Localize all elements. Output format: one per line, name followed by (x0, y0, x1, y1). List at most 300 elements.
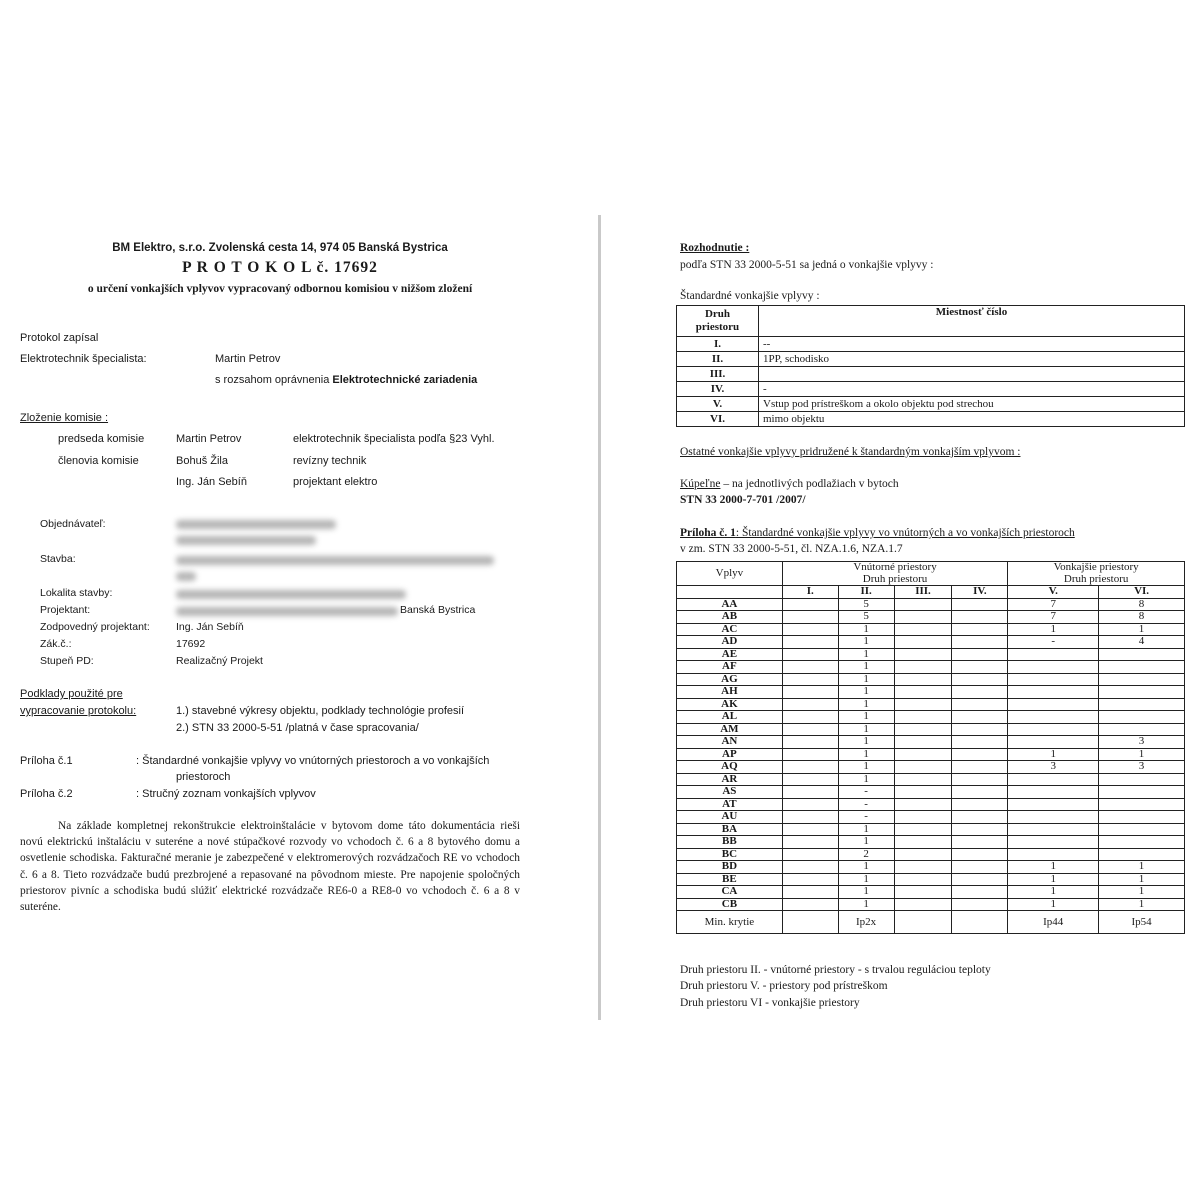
influence-value-cell (1099, 673, 1185, 686)
annex-col-header: I. (782, 586, 838, 599)
influence-value-cell (782, 786, 838, 799)
influence-value-cell: 1 (838, 873, 894, 886)
attachment2-label: Príloha č.2 (20, 788, 73, 800)
influence-value-cell (1008, 798, 1099, 811)
commission-function: projektant elektro (293, 476, 378, 488)
influence-value-cell (782, 898, 838, 911)
influence-value-cell (1099, 786, 1185, 799)
standard-heading: Štandardné vonkajšie vplyvy : (680, 290, 820, 302)
vplyv-header: Vplyv (677, 562, 783, 586)
inner-type-header: Druh priestoru (782, 574, 1008, 586)
influence-value-cell (894, 823, 952, 836)
influence-value-cell: 1 (838, 736, 894, 749)
influence-value-cell (894, 848, 952, 861)
redacted-client (176, 520, 336, 529)
influence-value-cell: 3 (1099, 736, 1185, 749)
influence-value-cell (894, 673, 952, 686)
influence-value-cell: 1 (1008, 886, 1099, 899)
influence-value-cell: 4 (1099, 636, 1185, 649)
influence-code-cell: BB (677, 836, 783, 849)
influence-value-cell (1008, 836, 1099, 849)
influence-value-cell (1099, 698, 1185, 711)
authorization-line (215, 374, 477, 386)
influence-value-cell (952, 661, 1008, 674)
attachment1-text: : Štandardné vonkajšie vplyvy vo vnútorných priestoroch a vo vonkajších (136, 755, 490, 767)
table-row (677, 686, 1185, 699)
influence-value-cell (782, 823, 838, 836)
table-row (677, 798, 1185, 811)
table-row (677, 886, 1185, 899)
note-line: Druh priestoru V. - priestory pod prístreškom (680, 980, 888, 992)
influence-code-cell: BC (677, 848, 783, 861)
influence-code-cell: AN (677, 736, 783, 749)
influence-value-cell (894, 698, 952, 711)
space-type-cell: V. (677, 397, 759, 412)
influence-value-cell: 8 (1099, 611, 1185, 624)
protocol-title: P R O T O K O L č. 17692 (182, 259, 378, 276)
col-header-room: Miestnosť číslo (759, 306, 1185, 337)
min-protection-cell (952, 911, 1008, 934)
col-header-type (677, 306, 759, 337)
order-value: 17692 (176, 638, 206, 650)
influence-value-cell (952, 748, 1008, 761)
table-row (677, 698, 1185, 711)
influence-value-cell (782, 611, 838, 624)
influence-value-cell (782, 711, 838, 724)
influence-value-cell: 1 (1008, 748, 1099, 761)
outer-type-header: Druh priestoru (1008, 574, 1185, 586)
influence-value-cell (894, 686, 952, 699)
influence-value-cell (952, 736, 1008, 749)
influence-value-cell: 7 (1008, 598, 1099, 611)
influence-value-cell (952, 811, 1008, 824)
influence-value-cell (1008, 811, 1099, 824)
influence-value-cell (894, 898, 952, 911)
influence-value-cell (894, 748, 952, 761)
influence-value-cell (894, 623, 952, 636)
influence-value-cell (1099, 798, 1185, 811)
table-row (677, 748, 1185, 761)
influence-value-cell: 1 (838, 648, 894, 661)
influence-value-cell (952, 798, 1008, 811)
influence-code-cell: BD (677, 861, 783, 874)
influence-value-cell (1099, 723, 1185, 736)
specialist-label: Elektrotechnik špecialista: (20, 353, 147, 365)
influence-value-cell (782, 598, 838, 611)
col-header-type-l1: Druh (704, 308, 731, 320)
influence-value-cell (1099, 823, 1185, 836)
influence-value-cell: 1 (838, 823, 894, 836)
influence-value-cell (1008, 661, 1099, 674)
influence-value-cell (952, 873, 1008, 886)
influence-value-cell (894, 723, 952, 736)
influence-value-cell (1008, 786, 1099, 799)
stage-label: Stupeň PD: (40, 655, 94, 667)
influence-value-cell (952, 898, 1008, 911)
influence-value-cell: 5 (838, 611, 894, 624)
influence-value-cell: 1 (838, 686, 894, 699)
bath-line (680, 478, 899, 490)
decision-heading: Rozhodnutie : (680, 242, 750, 254)
influence-value-cell (894, 736, 952, 749)
annex-influences-table (676, 561, 1185, 934)
basis-heading: vypracovanie protokolu: (20, 705, 137, 717)
influence-value-cell: 8 (1099, 598, 1185, 611)
influence-value-cell (894, 786, 952, 799)
influence-value-cell (1008, 823, 1099, 836)
influence-value-cell (952, 673, 1008, 686)
influence-code-cell: AR (677, 773, 783, 786)
influence-value-cell: 1 (838, 711, 894, 724)
influence-code-cell: AD (677, 636, 783, 649)
influence-code-cell: AM (677, 723, 783, 736)
table-row (677, 648, 1185, 661)
influence-value-cell (894, 873, 952, 886)
attachment1-text: priestoroch (176, 771, 231, 783)
influence-code-cell: AQ (677, 761, 783, 774)
redacted-client-2 (176, 536, 316, 545)
table-row (677, 623, 1185, 636)
table-header-row (677, 306, 1185, 337)
commission-function: revízny technik (293, 455, 367, 467)
influence-value-cell (894, 598, 952, 611)
table-row (677, 636, 1185, 649)
influence-value-cell: 1 (1008, 873, 1099, 886)
influence-value-cell (894, 761, 952, 774)
influence-value-cell (1008, 673, 1099, 686)
influence-value-cell (952, 836, 1008, 849)
influence-value-cell (952, 861, 1008, 874)
other-heading: Ostatné vonkajšie vplyvy pridružené k štandardným vonkajším vplyvom : (680, 446, 1021, 458)
annex-ref: v zm. STN 33 2000-5-51, čl. NZA.1.6, NZA.1.7 (680, 543, 903, 555)
influence-value-cell: 1 (1099, 898, 1185, 911)
influence-value-cell (782, 861, 838, 874)
basis-heading: Podklady použité pre (20, 688, 123, 700)
influence-code-cell: AT (677, 798, 783, 811)
outer-spaces-header: Vonkajšie priestory (1008, 562, 1185, 574)
specialist-name: Martin Petrov (215, 353, 281, 365)
influence-value-cell: 1 (838, 661, 894, 674)
influence-value-cell (952, 773, 1008, 786)
table-row (677, 412, 1185, 427)
influence-value-cell: - (838, 798, 894, 811)
footer-label: Min. krytie (677, 911, 783, 934)
annex-header-row-1 (677, 562, 1185, 574)
influence-value-cell: 1 (1099, 873, 1185, 886)
influence-code-cell: AG (677, 673, 783, 686)
influence-value-cell: 1 (838, 861, 894, 874)
company-header: BM Elektro, s.r.o. Zvolenská cesta 14, 974 05 Banská Bystrica (112, 242, 448, 254)
table-row (677, 736, 1185, 749)
influence-value-cell: 1 (1099, 861, 1185, 874)
annex-col-header: V. (1008, 586, 1099, 599)
redacted-location (176, 590, 406, 599)
influence-value-cell: - (838, 786, 894, 799)
annex-col-header: VI. (1099, 586, 1185, 599)
table-row (677, 761, 1185, 774)
table-row (677, 397, 1185, 412)
influence-value-cell: 1 (838, 761, 894, 774)
influence-value-cell: 1 (1099, 886, 1185, 899)
table-row (677, 598, 1185, 611)
influence-value-cell (1099, 836, 1185, 849)
influence-value-cell (1099, 773, 1185, 786)
table-row (677, 352, 1185, 367)
inner-spaces-header: Vnútorné priestory (782, 562, 1008, 574)
annex-col-header: IV. (952, 586, 1008, 599)
commission-role: členovia komisie (58, 455, 139, 467)
influence-value-cell (894, 886, 952, 899)
influence-value-cell (1099, 661, 1185, 674)
order-label: Zák.č.: (40, 638, 72, 650)
influence-value-cell (952, 761, 1008, 774)
space-type-cell: IV. (677, 382, 759, 397)
commission-function: elektrotechnik špecialista podľa §23 Vyhl. (293, 433, 495, 445)
influence-value-cell (952, 636, 1008, 649)
table-row (677, 898, 1185, 911)
commission-heading: Zloženie komisie : (20, 412, 109, 424)
influence-value-cell (782, 748, 838, 761)
location-label: Lokalita stavby: (40, 587, 113, 599)
annex-col-header: II. (838, 586, 894, 599)
influence-value-cell (1099, 686, 1185, 699)
influence-code-cell: AA (677, 598, 783, 611)
influence-value-cell (894, 836, 952, 849)
influence-value-cell (1008, 648, 1099, 661)
influence-value-cell (952, 786, 1008, 799)
influence-value-cell (782, 686, 838, 699)
table-row (677, 382, 1185, 397)
influence-value-cell (1008, 773, 1099, 786)
authorization-prefix: s rozsahom oprávnenia (215, 374, 330, 386)
influence-value-cell (894, 811, 952, 824)
redacted-building-2 (176, 572, 196, 581)
annex-col-header: III. (894, 586, 952, 599)
annex-column-row (677, 586, 1185, 599)
influence-value-cell: 2 (838, 848, 894, 861)
space-type-cell: II. (677, 352, 759, 367)
influence-code-cell: AS (677, 786, 783, 799)
commission-role: predseda komisie (58, 433, 145, 445)
influence-code-cell: AK (677, 698, 783, 711)
min-protection-cell (782, 911, 838, 934)
attachment2-text: : Stručný zoznam vonkajších vplyvov (136, 788, 316, 800)
standard-influences-table (676, 305, 1185, 427)
influence-value-cell: 1 (838, 723, 894, 736)
influence-value-cell (782, 798, 838, 811)
influence-value-cell: - (838, 811, 894, 824)
table-row (677, 337, 1185, 352)
influence-value-cell (782, 811, 838, 824)
client-label: Objednávateľ: (40, 518, 106, 530)
recorded-by-label: Protokol zapísal (20, 332, 99, 344)
influence-value-cell (952, 848, 1008, 861)
influence-value-cell (894, 611, 952, 624)
influence-value-cell (782, 723, 838, 736)
influence-code-cell: AP (677, 748, 783, 761)
bath-label: Kúpeľne (680, 478, 721, 490)
annex-line (680, 527, 1075, 539)
influence-value-cell: 1 (1099, 748, 1185, 761)
redacted-designer (176, 607, 398, 616)
influence-value-cell (1008, 711, 1099, 724)
influence-value-cell (782, 648, 838, 661)
min-protection-cell (894, 911, 952, 934)
authorization-scope: Elektrotechnické zariadenia (332, 374, 478, 386)
table-row (677, 611, 1185, 624)
influence-value-cell: 1 (1008, 861, 1099, 874)
influence-value-cell (894, 861, 952, 874)
influence-code-cell: AE (677, 648, 783, 661)
influence-value-cell (782, 736, 838, 749)
influence-value-cell: 1 (1099, 623, 1185, 636)
influence-value-cell (1008, 723, 1099, 736)
influence-value-cell: 1 (838, 748, 894, 761)
influence-value-cell (782, 673, 838, 686)
influence-value-cell: 1 (838, 898, 894, 911)
min-protection-cell: Ip44 (1008, 911, 1099, 934)
table-row (677, 823, 1185, 836)
influence-value-cell (952, 623, 1008, 636)
influence-value-cell: 3 (1099, 761, 1185, 774)
redacted-building (176, 556, 494, 565)
influence-value-cell (1008, 736, 1099, 749)
influence-value-cell (782, 623, 838, 636)
influence-value-cell: 1 (1008, 898, 1099, 911)
table-row (677, 873, 1185, 886)
influence-value-cell: 1 (838, 698, 894, 711)
influence-value-cell (952, 686, 1008, 699)
table-row (677, 661, 1185, 674)
col-header-type-l2: priestoru (695, 321, 740, 333)
influence-value-cell (782, 698, 838, 711)
basis-item: 1.) stavebné výkresy objektu, podklady technológie profesií (176, 705, 464, 717)
influence-value-cell (952, 711, 1008, 724)
table-row (677, 773, 1185, 786)
commission-name: Ing. Ján Sebíň (176, 476, 247, 488)
designer-city: Banská Bystrica (400, 604, 476, 616)
influence-value-cell (1008, 686, 1099, 699)
influence-value-cell (1099, 848, 1185, 861)
influence-value-cell (782, 661, 838, 674)
influence-value-cell (952, 823, 1008, 836)
influence-code-cell: CA (677, 886, 783, 899)
page-divider (598, 215, 601, 1020)
responsible-value: Ing. Ján Sebíň (176, 621, 244, 633)
influence-value-cell: 5 (838, 598, 894, 611)
influence-value-cell (782, 636, 838, 649)
stage-value: Realizačný Projekt (176, 655, 263, 667)
designer-label: Projektant: (40, 604, 91, 616)
space-type-cell: VI. (677, 412, 759, 427)
space-type-cell: I. (677, 337, 759, 352)
influence-code-cell: AU (677, 811, 783, 824)
note-line: Druh priestoru VI - vonkajšie priestory (680, 997, 860, 1009)
influence-value-cell (782, 886, 838, 899)
influence-code-cell: BA (677, 823, 783, 836)
room-cell: mimo objektu (759, 412, 1185, 427)
influence-value-cell (782, 773, 838, 786)
influence-value-cell (1008, 848, 1099, 861)
influence-value-cell (952, 598, 1008, 611)
influence-value-cell (952, 648, 1008, 661)
influence-code-cell: AB (677, 611, 783, 624)
influence-value-cell (894, 661, 952, 674)
influence-value-cell (952, 723, 1008, 736)
responsible-label: Zodpovedný projektant: (40, 621, 150, 633)
influence-value-cell (952, 886, 1008, 899)
influence-code-cell: CB (677, 898, 783, 911)
influence-value-cell: 1 (838, 673, 894, 686)
annex-title: : Štandardné vonkajšie vplyvy vo vnútorných a vo vonkajších priestoroch (735, 527, 1075, 539)
protocol-subtitle: o určení vonkajších vplyvov vypracovaný odbornou komisiou v nižšom zložení (87, 283, 473, 295)
influence-value-cell: 7 (1008, 611, 1099, 624)
table-row (677, 861, 1185, 874)
room-cell: Vstup pod prístreškom a okolo objektu pod strechou (759, 397, 1185, 412)
influence-value-cell (782, 848, 838, 861)
influence-value-cell: 3 (1008, 761, 1099, 774)
influence-value-cell (894, 648, 952, 661)
influence-value-cell: 1 (1008, 623, 1099, 636)
room-cell (759, 367, 1185, 382)
table-row (677, 367, 1185, 382)
table-row (677, 836, 1185, 849)
influence-value-cell (1099, 648, 1185, 661)
influence-code-cell: BE (677, 873, 783, 886)
influence-code-cell: AF (677, 661, 783, 674)
influence-value-cell (1099, 711, 1185, 724)
note-line: Druh priestoru II. - vnútorné priestory - s trvalou reguláciou teploty (680, 964, 991, 976)
influence-value-cell (782, 761, 838, 774)
influence-value-cell (782, 836, 838, 849)
min-protection-cell: Ip54 (1099, 911, 1185, 934)
room-cell: -- (759, 337, 1185, 352)
influence-value-cell (952, 698, 1008, 711)
table-row (677, 786, 1185, 799)
commission-name: Martin Petrov (176, 433, 242, 445)
influence-code-cell: AL (677, 711, 783, 724)
influence-value-cell: 1 (838, 836, 894, 849)
commission-name: Bohuš Žila (176, 455, 228, 467)
influence-value-cell (952, 611, 1008, 624)
room-cell: - (759, 382, 1185, 397)
influence-value-cell (1008, 698, 1099, 711)
building-label: Stavba: (40, 553, 76, 565)
space-type-cell: III. (677, 367, 759, 382)
table-row (677, 723, 1185, 736)
influence-value-cell (1099, 811, 1185, 824)
influence-value-cell: 1 (838, 636, 894, 649)
influence-value-cell: 1 (838, 623, 894, 636)
basis-item: 2.) STN 33 2000-5-51 /platná v čase spracovania/ (176, 722, 419, 734)
bath-text: – na jednotlivých podlažiach v bytoch (720, 478, 899, 490)
influence-value-cell (894, 773, 952, 786)
influence-code-cell: AH (677, 686, 783, 699)
table-row (677, 711, 1185, 724)
influence-value-cell: 1 (838, 886, 894, 899)
influence-code-cell: AC (677, 623, 783, 636)
influence-value-cell: 1 (838, 773, 894, 786)
influence-value-cell (894, 636, 952, 649)
influence-value-cell (894, 711, 952, 724)
room-cell: 1PP, schodisko (759, 352, 1185, 367)
table-row (677, 848, 1185, 861)
bath-standard: STN 33 2000-7-701 /2007/ (680, 494, 806, 506)
annex-footer-row (677, 911, 1185, 934)
table-row (677, 673, 1185, 686)
annex-col-blank (677, 586, 783, 599)
influence-value-cell: - (1008, 636, 1099, 649)
